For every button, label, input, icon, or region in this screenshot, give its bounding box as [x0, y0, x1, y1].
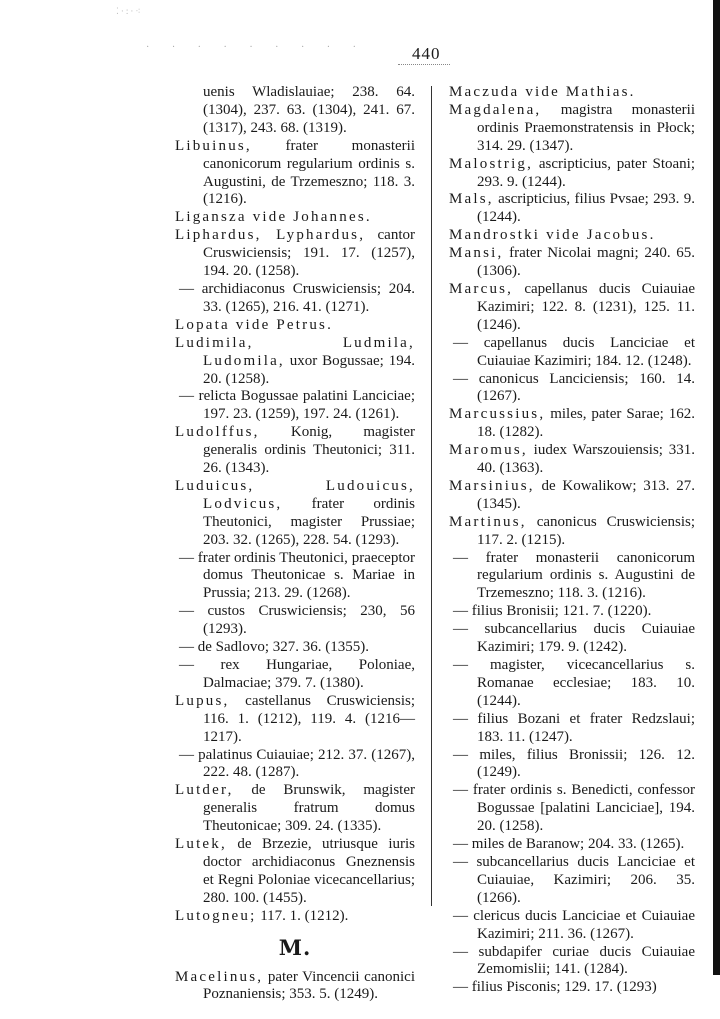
- index-entry: [175, 908, 415, 926]
- entry-text: capellanus ducis Cuiauiae Kazimiri; 122. 8. (1231), 125. 11. (1246).: [477, 280, 695, 333]
- index-entry: [449, 747, 695, 783]
- index-entry: [449, 854, 695, 908]
- index-entry: [449, 621, 695, 657]
- index-entry: [449, 156, 695, 192]
- index-entry: [449, 191, 695, 227]
- index-entry: [175, 317, 415, 335]
- index-entry: [449, 227, 695, 245]
- index-entry: [449, 442, 695, 478]
- entry-headword: Marcussius,: [449, 406, 546, 423]
- entry-text: — canonicus Lanciciensis; 160. 14. (1267).: [453, 370, 695, 405]
- entry-text: — subcancellarius ducis Lanciciae et Cuiauiae, Kazimiri; 206. 35. (1266).: [453, 853, 695, 906]
- entry-text: — palatinus Cuiauiae; 212. 37. (1267), 222. 48. (1287).: [179, 746, 415, 781]
- entry-headword: Marsinius,: [449, 477, 535, 494]
- page-edge-shadow: [713, 0, 720, 975]
- index-entry: [175, 969, 415, 1005]
- entry-headword: Lutder,: [175, 782, 234, 799]
- entry-text: cantor Cruswiciensis; 191. 17. (1257), 194. 20. (1258).: [203, 227, 415, 280]
- letter-heading: M.: [278, 934, 312, 960]
- entry-headword: Ludolffus,: [175, 424, 260, 441]
- entry-text: pater Vincencii canonici Poznaniensis; 353. 5. (1249).: [203, 968, 415, 1003]
- entry-text: — miles de Baranow; 204. 33. (1265).: [453, 836, 685, 853]
- index-entry: [449, 245, 695, 281]
- entry-headword: Libuinus,: [175, 137, 252, 154]
- entry-text: — frater ordinis Theutonici, praeceptor domus Theutonicae s. Mariae in Prussia; 213. 29. (1268).: [179, 549, 415, 602]
- entry-text: — relicta Bogussae palatini Lanciciae; 197. 23. (1259), 197. 24. (1261).: [179, 388, 415, 423]
- index-entry: [449, 281, 695, 335]
- entry-text: — frater monasterii canonicorum regularium ordinis s. Augustini de Trzemeszno; 118. 3. (1216).: [453, 549, 695, 602]
- entry-text: — de Sadlovo; 327. 36. (1355).: [179, 639, 369, 656]
- entry-text: — filius Bronisii; 121. 7. (1220).: [453, 603, 652, 620]
- entry-headword: Macelinus,: [175, 968, 264, 985]
- index-entry: [449, 711, 695, 747]
- index-entry: [175, 281, 415, 317]
- index-entry: [449, 836, 695, 854]
- index-entry: [175, 747, 415, 783]
- entry-text: — filius Pisconis; 129. 17. (1293): [453, 979, 657, 996]
- entry-text: canonicus Cruswiciensis; 117. 2. (1215).: [477, 513, 695, 548]
- entry-text: de Brunswik, magister generalis fratrum domus Theutonicae; 309. 24. (1335).: [203, 782, 415, 835]
- index-entry: [175, 836, 415, 908]
- entry-text: 117. 1. (1212).: [256, 907, 349, 924]
- entry-headword: Marcus,: [449, 280, 514, 297]
- index-entry: [175, 693, 415, 747]
- entry-headword: Maczuda vide Mathias.: [449, 84, 636, 100]
- index-entry: [449, 478, 695, 514]
- left-column: [175, 84, 415, 1004]
- page-number: 440: [412, 44, 441, 63]
- index-entry: [449, 782, 695, 836]
- entry-headword: Luduicus, Ludouicus, Lodvicus,: [175, 477, 415, 512]
- index-entry: [449, 84, 695, 102]
- index-entry: [175, 657, 415, 693]
- entry-text: Konig, magister generalis ordinis Theutonici; 311. 26. (1343).: [203, 424, 415, 477]
- index-entry: [449, 371, 695, 407]
- entry-headword: Maromus,: [449, 442, 528, 459]
- entry-text: — clericus ducis Lanciciae et Cuiauiae Kazimiri; 211. 36. (1267).: [453, 907, 695, 942]
- entry-text: frater monasterii canonicorum regularium ordinis s. Augustini, de Trzemeszno; 118. 3. (1216).: [203, 137, 415, 208]
- entry-text: magistra monasterii ordinis Praemonstratensis in Płock; 314. 29. (1347).: [477, 101, 695, 154]
- entry-headword: Ligansza vide Johannes.: [175, 209, 372, 226]
- entry-text: — miles, filius Bronissii; 126. 12. (1249).: [453, 746, 695, 781]
- entry-text: — capellanus ducis Lanciciae et Cuiauiae Kazimiri; 184. 12. (1248).: [453, 334, 695, 369]
- entry-text: frater ordinis Theutonici, magister Prussiae; 203. 32. (1265), 228. 54. (1293).: [203, 495, 415, 548]
- index-entry: [175, 603, 415, 639]
- entry-headword: Mandrostki vide Jacobus.: [449, 227, 656, 244]
- index-entry: [175, 550, 415, 604]
- index-entry: [175, 138, 415, 210]
- right-entries: [449, 84, 695, 997]
- entry-text: ascripticius, filius Pvsae; 293. 9. (1244).: [477, 191, 695, 226]
- index-entry: [175, 209, 415, 227]
- index-entry: [175, 782, 415, 836]
- entry-text: de Kowalikow; 313. 27. (1345).: [477, 477, 695, 512]
- entry-text: de Brzezie, utriusque iuris doctor archidiaconus Gneznensis et Regni Poloniae vicecancellarius; 280. 100. (1455).: [203, 836, 415, 906]
- entry-text: — magister, vicecancellarius s. Romanae ecclesiae; 183. 10. (1244).: [453, 657, 695, 709]
- entry-text: — frater ordinis s. Benedicti, confessor Bogussae [palatini Lanciciae], 194. 20. (1258).: [453, 782, 695, 835]
- left-entries-after-heading: [175, 969, 415, 1005]
- index-entry: [175, 227, 415, 281]
- entry-headword: Ludimila, Ludmila, Ludomila,: [175, 334, 415, 369]
- entry-headword: Mals,: [449, 191, 494, 208]
- page-number-rule: [398, 64, 450, 65]
- entry-text: — filius Bozani et frater Redzslaui; 183. 11. (1247).: [453, 710, 695, 745]
- entry-headword: Magdalena,: [449, 101, 542, 118]
- index-entry: [175, 639, 415, 657]
- entry-text: — subcancellarius ducis Cuiauiae Kazimiri; 179. 9. (1242).: [453, 621, 695, 656]
- index-entry: [449, 944, 695, 980]
- left-entries: [175, 84, 415, 926]
- entry-headword: Liphardus, Lyphardus,: [175, 227, 366, 244]
- index-entry: [175, 84, 415, 138]
- scan-dots: · · · · · · · · ·: [146, 42, 366, 53]
- index-entry: [449, 603, 695, 621]
- entry-headword: Lutek,: [175, 836, 227, 853]
- entry-headword: Lutogneu;: [175, 907, 257, 924]
- index-entry: [449, 406, 695, 442]
- index-entry: [449, 514, 695, 550]
- entry-headword: Mansi,: [449, 245, 504, 262]
- entry-text: iudex Warszouiensis; 331. 40. (1363).: [477, 442, 695, 477]
- index-entry: [175, 335, 415, 389]
- entry-text: — archidiaconus Cruswiciensis; 204. 33. (1265), 216. 41. (1271).: [179, 280, 415, 315]
- index-entry: [449, 657, 695, 711]
- entry-text: uxor Bogussae; 194. 20. (1258).: [203, 352, 415, 387]
- entry-text: — subdapifer curiae ducis Cuiauiae Zemomislii; 141. (1284).: [453, 943, 695, 978]
- entry-headword: Lopata vide Petrus.: [175, 316, 334, 333]
- entry-text: — custos Cruswiciensis; 230, 56 (1293).: [179, 603, 415, 638]
- entry-text: uenis Wladislauiae; 238. 64. (1304), 237. 63. (1304), 241. 67. (1317), 243. 68. (1319).: [203, 84, 415, 136]
- entry-text: miles, pater Sarae; 162. 18. (1282).: [477, 406, 695, 441]
- index-entry: [449, 102, 695, 156]
- entry-text: — rex Hungariae, Poloniae, Dalmaciae; 379. 7. (1380).: [179, 657, 415, 691]
- index-entry: [175, 388, 415, 424]
- index-entry: [449, 550, 695, 604]
- entry-headword: Martinus,: [449, 513, 527, 530]
- entry-headword: Malostrig,: [449, 155, 534, 172]
- entry-text: castellanus Cruswiciensis; 116. 1. (1212), 119. 4. (1216—1217).: [203, 692, 415, 745]
- index-entry: [175, 478, 415, 550]
- entry-text: ascripticius, pater Stoani; 293. 9. (1244).: [477, 155, 695, 190]
- column-divider: [431, 86, 432, 906]
- index-entry: [175, 424, 415, 478]
- scan-specks: ⁚·:·⁖: [116, 6, 143, 16]
- entry-text: frater Nicolai magni; 240. 65. (1306).: [477, 245, 695, 280]
- index-entry: [449, 335, 695, 371]
- entry-headword: Lupus,: [175, 692, 230, 709]
- right-column: [449, 84, 695, 997]
- index-entry: [449, 908, 695, 944]
- index-entry: [449, 979, 695, 997]
